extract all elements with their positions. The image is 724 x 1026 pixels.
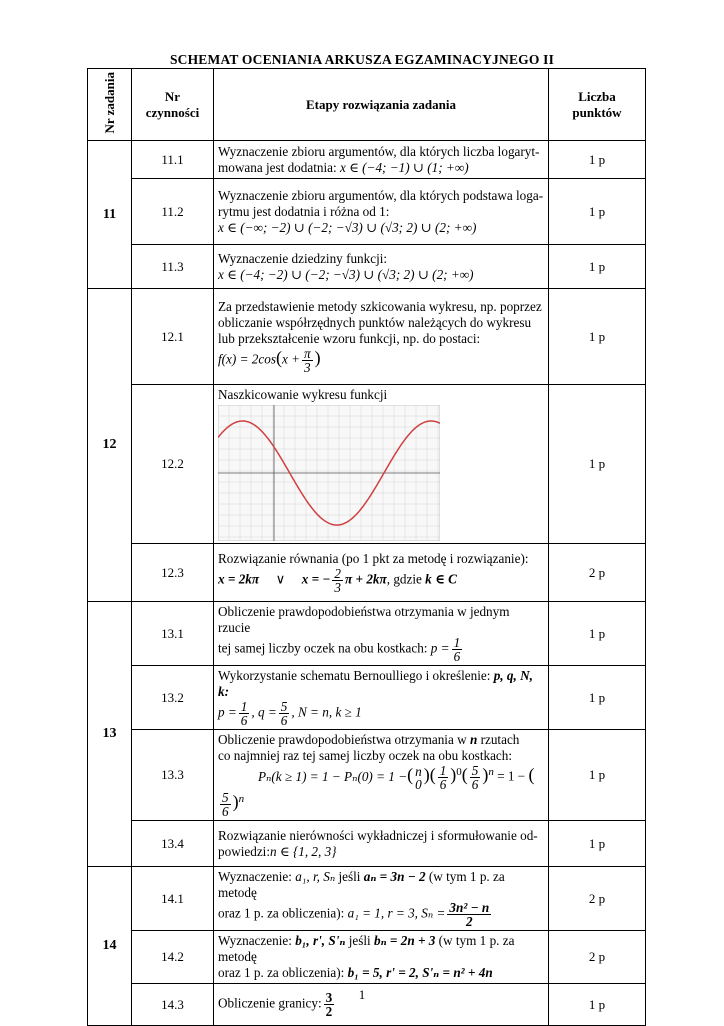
points: 2 p xyxy=(549,931,646,984)
step-description: Obliczenie prawdopodobieństwa otrzymania w n rzutach co najmniej raz tej samej liczby oczek na obu kostkach: Pₙ(k ≥ 1) = 1 − Pₙ(0) = 1 −( n 0 )( $\frac{1}{6}$ )$^0$( $\frac{5}{6}$ )$^n$ = 1 − ( $\frac{5}{6}$ )$^n$ xyxy=(214,730,549,821)
table-row xyxy=(88,602,646,666)
step-number: 13.4 xyxy=(132,821,214,867)
task-number: 14 xyxy=(88,867,132,1026)
table-row xyxy=(88,385,646,544)
points: 1 p xyxy=(549,245,646,289)
table-row xyxy=(88,730,646,821)
task-number: 11 xyxy=(88,141,132,289)
step-number: 13.1 xyxy=(132,602,214,666)
step-description: Wyznaczenie zbioru argumentów, dla których podstawa loga-rytmu jest dodatnia i różna od 1: x ∈ (−∞; −2) ∪ (−2; −√3) ∪ (√3; 2) ∪ (2; +∞) xyxy=(214,179,549,245)
step-description: Wyznaczenie: a₁, r, Sₙ jeśli aₙ = 3n − 2 (w tym 1 p. za metodę oraz 1 p. za obliczenia): a₁ = 1, r = 3, Sₙ = $\frac{\text{3n² − n}}{2}$ xyxy=(214,867,549,931)
table-row xyxy=(88,931,646,984)
points: 1 p xyxy=(549,289,646,385)
table-row xyxy=(88,179,646,245)
points: 1 p xyxy=(549,730,646,821)
task-number: 12 xyxy=(88,289,132,602)
grading-table xyxy=(87,68,646,1026)
cosine-graph xyxy=(218,405,440,541)
step-description: Naszkicowanie wykresu funkcji xyxy=(214,385,549,544)
header-etapy: Etapy rozwiązania zadania xyxy=(214,69,549,141)
step-number: 14.1 xyxy=(132,867,214,931)
step-description: Wyznaczenie: b₁, r', S'ₙ jeśli bₙ = 2n + 3 (w tym 1 p. za metodę oraz 1 p. za obliczenia): b₁ = 5, r' = 2, S'ₙ = n² + 4n xyxy=(214,931,549,984)
table-row xyxy=(88,289,646,385)
table-row xyxy=(88,821,646,867)
step-number: 12.3 xyxy=(132,544,214,602)
points: 1 p xyxy=(549,666,646,730)
step-description: Rozwiązanie równania (po 1 pkt za metodę i rozwiązanie): x = 2kπ ∨ x = − $\frac{2}{3}$ π + 2kπ, gdzie k ∈ C xyxy=(214,544,549,602)
step-description: Obliczenie granicy: $\frac{3}{2}$ xyxy=(214,984,549,1026)
points: 2 p xyxy=(549,544,646,602)
header-liczba: Liczba punktów xyxy=(549,69,646,141)
step-number: 12.2 xyxy=(132,385,214,544)
task-number: 13 xyxy=(88,602,132,867)
step-number: 14.2 xyxy=(132,931,214,984)
step-number: 13.2 xyxy=(132,666,214,730)
table-row xyxy=(88,867,646,931)
step-number: 12.1 xyxy=(132,289,214,385)
table-row xyxy=(88,141,646,179)
step-description: Wykorzystanie schematu Bernoulliego i określenie: p, q, N, k: p = $\frac{1}{6}$ , q = $\frac{5}{6}$ , N = n, k ≥ 1 xyxy=(214,666,549,730)
table-row xyxy=(88,544,646,602)
points: 2 p xyxy=(549,867,646,931)
page-number: 1 xyxy=(358,987,366,1002)
table-row xyxy=(88,666,646,730)
points: 1 p xyxy=(549,141,646,179)
table-row xyxy=(88,245,646,289)
step-description: Obliczenie prawdopodobieństwa otrzymania w jednym rzucie tej samej liczby oczek na obu kostkach: p = $\frac{1}{6}$ xyxy=(214,602,549,666)
step-number: 11.3 xyxy=(132,245,214,289)
step-number: 11.2 xyxy=(132,179,214,245)
step-number: 14.3 xyxy=(132,984,214,1026)
header-row xyxy=(88,69,646,141)
points: 1 p xyxy=(549,385,646,544)
points: 1 p xyxy=(549,179,646,245)
step-number: 13.3 xyxy=(132,730,214,821)
document-title: SCHEMAT OCENIANIA ARKUSZA EGZAMINACYJNEGO II xyxy=(169,52,555,67)
step-description: Wyznaczenie zbioru argumentów, dla których liczba logaryt-mowana jest dodatnia: x ∈ (−4; −1) ∪ (1; +∞) xyxy=(214,141,549,179)
header-nr-czynnosci: Nr czynności xyxy=(132,69,214,141)
step-description: Za przedstawienie metody szkicowania wykresu, np. poprzez obliczanie współrzędnych punktów należących do wykresu lub przekształcenie wzoru funkcji, np. do postaci: f(x) = 2cos(x + $\frac{\pi}{3}$ ) xyxy=(214,289,549,385)
points: 1 p xyxy=(549,821,646,867)
points: 1 p xyxy=(549,984,646,1026)
step-description: Rozwiązanie nierówności wykładniczej i sformułowanie od-powiedzi:n ∈ {1, 2, 3} xyxy=(214,821,549,867)
points: 1 p xyxy=(549,602,646,666)
header-nr-zadania: Nr zadania xyxy=(88,69,132,141)
step-number: 11.1 xyxy=(132,141,214,179)
step-description: Wyznaczenie dziedziny funkcji: x ∈ (−4; −2) ∪ (−2; −√3) ∪ (√3; 2) ∪ (2; +∞) xyxy=(214,245,549,289)
